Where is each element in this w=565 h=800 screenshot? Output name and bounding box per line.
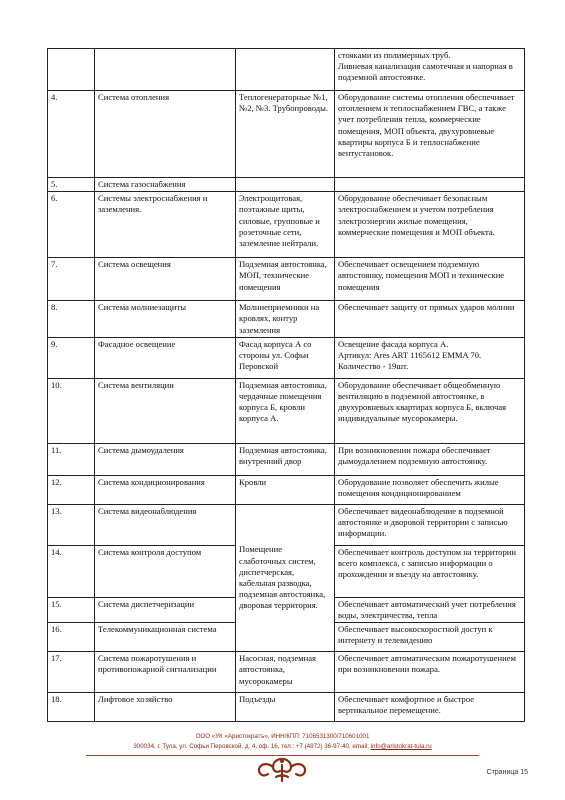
system-name: Система вентиляции (95, 378, 236, 443)
system-description: Оборудование обеспечивает общеобменную вентиляцию в подземной автостоянке, в двухуровневых квартирах корпуса Б, включая индивидуальные мусорокамеры. (335, 378, 525, 443)
table-row (48, 91, 525, 178)
system-name: Система кондиционирования (95, 475, 236, 504)
system-name: Система дымоудаления (95, 443, 236, 475)
table-row (48, 693, 525, 722)
row-number: 5. (48, 178, 95, 192)
table-row (48, 443, 525, 475)
row-number: 11. (48, 443, 95, 475)
system-location: Электрощитовая, поэтажные щиты, силовые, групповые и розеточные сети, заземление нейтрали. (236, 192, 335, 258)
system-location: Помещение слаботочных систем, диспетчерская, кабельная разводка, подземная автостоянка, дворовая территория. (236, 504, 335, 651)
system-name: Система молниезащиты (95, 301, 236, 338)
row-number: 6. (48, 192, 95, 258)
row-number: 17. (48, 652, 95, 693)
system-location: Молниеприемники на кровлях, контур заземления (236, 301, 335, 338)
system-description: стояками из полимерных труб. Ливневая канализация самотечная и напорная в подземной автостоянке. (335, 49, 525, 91)
system-name: Фасадное освещение (95, 337, 236, 378)
system-description: Оборудование позволяет обеспечить жилые помещения кондиционированием (335, 475, 525, 504)
system-name: Система пожаротушения и противопожарной сигнализации (95, 652, 236, 693)
table-row (48, 475, 525, 504)
system-description: Обеспечивает высокоскоростной доступ к интернету и телевидению (335, 623, 525, 652)
row-number: 14. (48, 545, 95, 597)
table-row (48, 652, 525, 693)
system-name: Система газоснабжения (95, 178, 236, 192)
system-description: Обеспечивает видеонаблюдение в подземной автостоянке и дворовой территории с записью информации. (335, 504, 525, 545)
system-description: Обеспечивает комфортное и быстрое вертикальное перемещение. (335, 693, 525, 722)
system-description: Оборудование обеспечивает безопасным электроснабжением и учетом потребления электроэнергии жилые помещения, коммерческие помещения и МОП объекта. (335, 192, 525, 258)
system-location: Теплогенераторные №1, №2, №3. Трубопроводы. (236, 91, 335, 178)
row-number: 13. (48, 504, 95, 545)
footer-company: ООО «УК «Аристократъ», ИНН/КПП: 7106531300/710601001 (195, 733, 370, 740)
row-number: 4. (48, 91, 95, 178)
system-name: Лифтовое хозяйство (95, 693, 236, 722)
systems-table (47, 48, 525, 722)
system-description: При возникновении пожара обеспечивает дымоудалением подземную автостоянку. (335, 443, 525, 475)
row-number: 18. (48, 693, 95, 722)
table-row (48, 192, 525, 258)
system-description: Оборудование системы отопления обеспечивает отоплением и теплоснабжением ГВС, а также учет потребления тепла, коммерческие помещения, МОП объекта, двухуровневые квартиры корпуса Б и теплоснабжение вентустановок. (335, 91, 525, 178)
system-location: Подземная автостоянка, чердачные помещения корпуса Б, кровли корпуса А. (236, 378, 335, 443)
system-name (95, 49, 236, 91)
table-row (48, 301, 525, 338)
row-number: 12. (48, 475, 95, 504)
row-number: 15. (48, 597, 95, 622)
system-name: Система отопления (95, 91, 236, 178)
row-number: 10. (48, 378, 95, 443)
system-location: Насосная, подземная автостоянка, мусорокамеры (236, 652, 335, 693)
row-number: 8. (48, 301, 95, 338)
table-row (48, 178, 525, 192)
system-name: Телекоммуникационная система (95, 623, 236, 652)
system-location: Подъезды (236, 693, 335, 722)
row-number: 16. (48, 623, 95, 652)
system-description: Обеспечивает автоматический учет потребления воды, электричества, тепла (335, 597, 525, 622)
system-location: Кровли (236, 475, 335, 504)
system-description: Обеспечивает контроль доступом на территории всего комплекса, с записью информации о прохождении и въезду на автостоянку. (335, 545, 525, 597)
table-row (48, 258, 525, 301)
system-name: Система диспетчеризации (95, 597, 236, 622)
system-location (236, 49, 335, 91)
row-number: 7. (48, 258, 95, 301)
system-description: Обеспечивает автоматическим пожаротушением при возникновении пожара. (335, 652, 525, 693)
system-description (335, 178, 525, 192)
fleur-ornament-icon (254, 756, 310, 784)
system-description: Обеспечивает защиту от прямых ударов молнии (335, 301, 525, 338)
footer-address-text: 300034, г. Тула, ул. Софьи Перовской, д. 4, оф. 16, тел.: +7 (4872) 36-97-40, email: (133, 743, 371, 750)
table-row (48, 504, 525, 545)
table-row (48, 378, 525, 443)
system-location (236, 178, 335, 192)
system-name: Система освещения (95, 258, 236, 301)
system-description: Обеспечивает освещением подземную автостоянку, помещения МОП и технические помещения (335, 258, 525, 301)
system-location: Подземная автостоянка, внутренний двор (236, 443, 335, 475)
table-row (48, 49, 525, 91)
row-number: 9. (48, 337, 95, 378)
table-row (48, 337, 525, 378)
footer-address (0, 743, 565, 750)
system-name: Система контроля доступом (95, 545, 236, 597)
footer-email-link[interactable]: info@aristokrat-tula.ru (370, 743, 432, 750)
system-name: Системы электроснабжения и заземления. (95, 192, 236, 258)
system-name: Система видеонаблюдения (95, 504, 236, 545)
system-location: Фасад корпуса А со стороны ул. Софьи Перовской (236, 337, 335, 378)
system-description: Освещение фасада корпуса А. Артикул: Ares ART 1165612 EMMA 70. Количество - 19шт. (335, 337, 525, 378)
page-number: Страница 15 (486, 769, 528, 776)
row-number (48, 49, 95, 91)
system-location: Подземная автостоянка, МОП, технические помещения (236, 258, 335, 301)
